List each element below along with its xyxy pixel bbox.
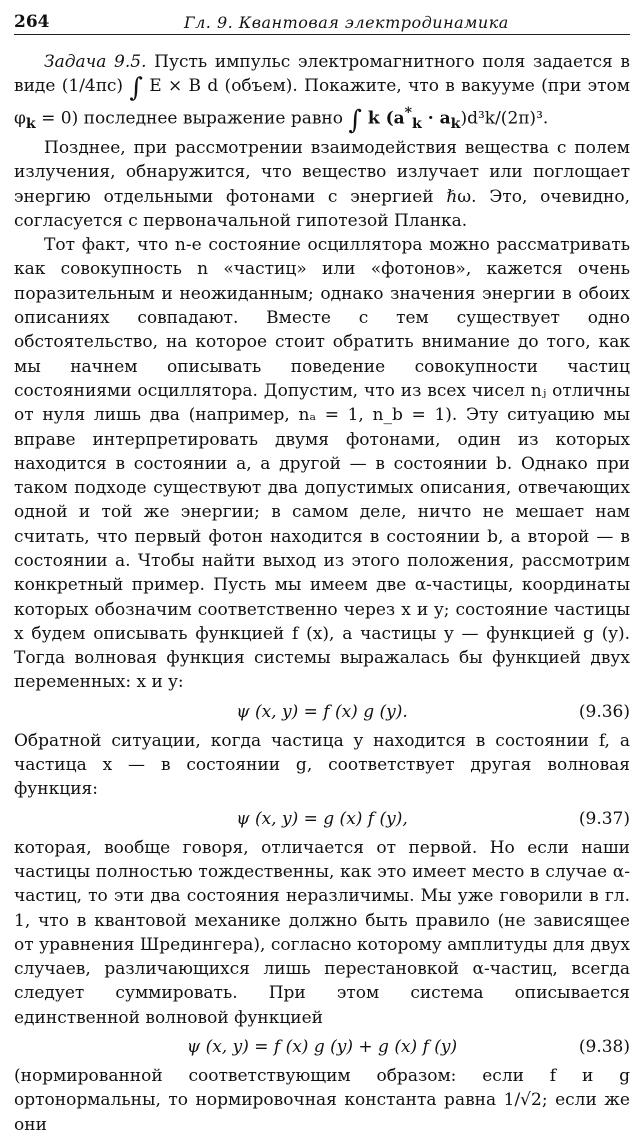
- task-text-1: Пусть импульс электромагнитного поля задается в виде (1/4πc): [14, 52, 630, 97]
- running-title: Гл. 9. Квантовая электродинамика: [184, 13, 509, 32]
- equation-formula: ψ (x, y) = f (x) g (y).: [236, 701, 408, 722]
- task-text-5: · a: [421, 108, 451, 129]
- k-subscript: k: [450, 115, 461, 132]
- running-header: [14, 10, 630, 35]
- ak-superscript: *: [404, 104, 413, 121]
- equation-formula: ψ (x, y) = f (x) g (y) + g (x) f (y): [186, 1037, 458, 1058]
- paragraph: которая, вообще говоря, отличается от первой. Но если наши частицы полностью тождественны, как это имеет место в случае α-частиц, то эти два состояния неразличимы. Мы уже говорили в гл. 1, что в квантовой механике должно быть правило (не зависящее от уравнения Шредингера), согласно которому амплитуды для двух случаев, различающихся лишь перестановкой α-частиц, всегда следует суммировать. При этом система описывается единственной волновой функцией: [14, 837, 630, 1028]
- equation-number: (9.37): [578, 808, 630, 829]
- equation: [14, 802, 630, 836]
- paragraph: Тот факт, что n-е состояние осциллятора можно рассматривать как совокупность n «частиц» или «фотонов», кажется очень поразительным и неожиданным; однако значения энергии в обоих описаниях совпадают. Вместе с тем существует одно обстоятельство, на которое стоит обратить внимание до того, как мы начнем описывать поведение совокупности частиц состояниями осциллятора. Допустим, что из всех чисел nⱼ отличны от нуля лишь два (например, nₐ = 1, n_b = 1). Эту ситуацию мы вправе интерпретировать двумя фотонами, один из которых находится в состоянии a, а другой — в состоянии b. Однако при таком подходе существуют два допустимых описания, отвечающих одной и той же энергии; в самом деле, ничто не мешает нам считать, что первый фотон находится в состоянии b, а второй — в состоянии a. Чтобы найти выход из этого положения, рассмотрим конкретный пример. Пусть мы имеем две α-частицы, координаты которых обозначим соответственно через x и y; состояние частицы x будем описывать функцией f (x), а частицы y — функцией g (y). Тогда волновая функция системы выражалась бы функцией двух переменных: x и y:: [14, 235, 630, 693]
- task-label: Задача 9.5.: [44, 52, 147, 72]
- k-subscript: k: [412, 115, 422, 132]
- equation: [14, 1030, 630, 1064]
- k-subscript: k: [25, 115, 36, 132]
- task-text-6: )d³k/(2π)³.: [460, 108, 549, 129]
- equation-formula: ψ (x, y) = g (x) f (y),: [236, 808, 408, 829]
- paragraph: Позднее, при рассмотрении взаимодействия вещества с полем излучения, обнаружится, что вещество излучает или поглощает энергию отдельными фотонами с энергией ℏω. Это, очевидно, согласуется с первоначальной гипотезой Планка.: [14, 137, 630, 231]
- paragraph: Обратной ситуации, когда частица y находится в состоянии f, а частица x — в состоянии g, соответствует другая волновая функция:: [14, 730, 630, 800]
- task-text-3: = 0) последнее выражение равно: [35, 108, 349, 129]
- task-paragraph: [14, 50, 630, 136]
- page-number: 264: [14, 12, 50, 32]
- equation-number: (9.36): [578, 701, 630, 722]
- paragraph: (нормированной соответствующим образом: если f и g ортонормальны, то нормировочная константа равна 1/√2; если же они: [14, 1066, 630, 1135]
- task-text-4: k (a: [361, 108, 405, 129]
- task-text-2: E × B d (объем). Покажите, что в вакууме (при этом φ: [14, 76, 630, 129]
- equation: [14, 695, 630, 729]
- equation-number: (9.38): [578, 1037, 630, 1058]
- integral-sign: ∫: [348, 105, 362, 136]
- integral-sign: ∫: [129, 73, 143, 104]
- page-body: [14, 50, 630, 1137]
